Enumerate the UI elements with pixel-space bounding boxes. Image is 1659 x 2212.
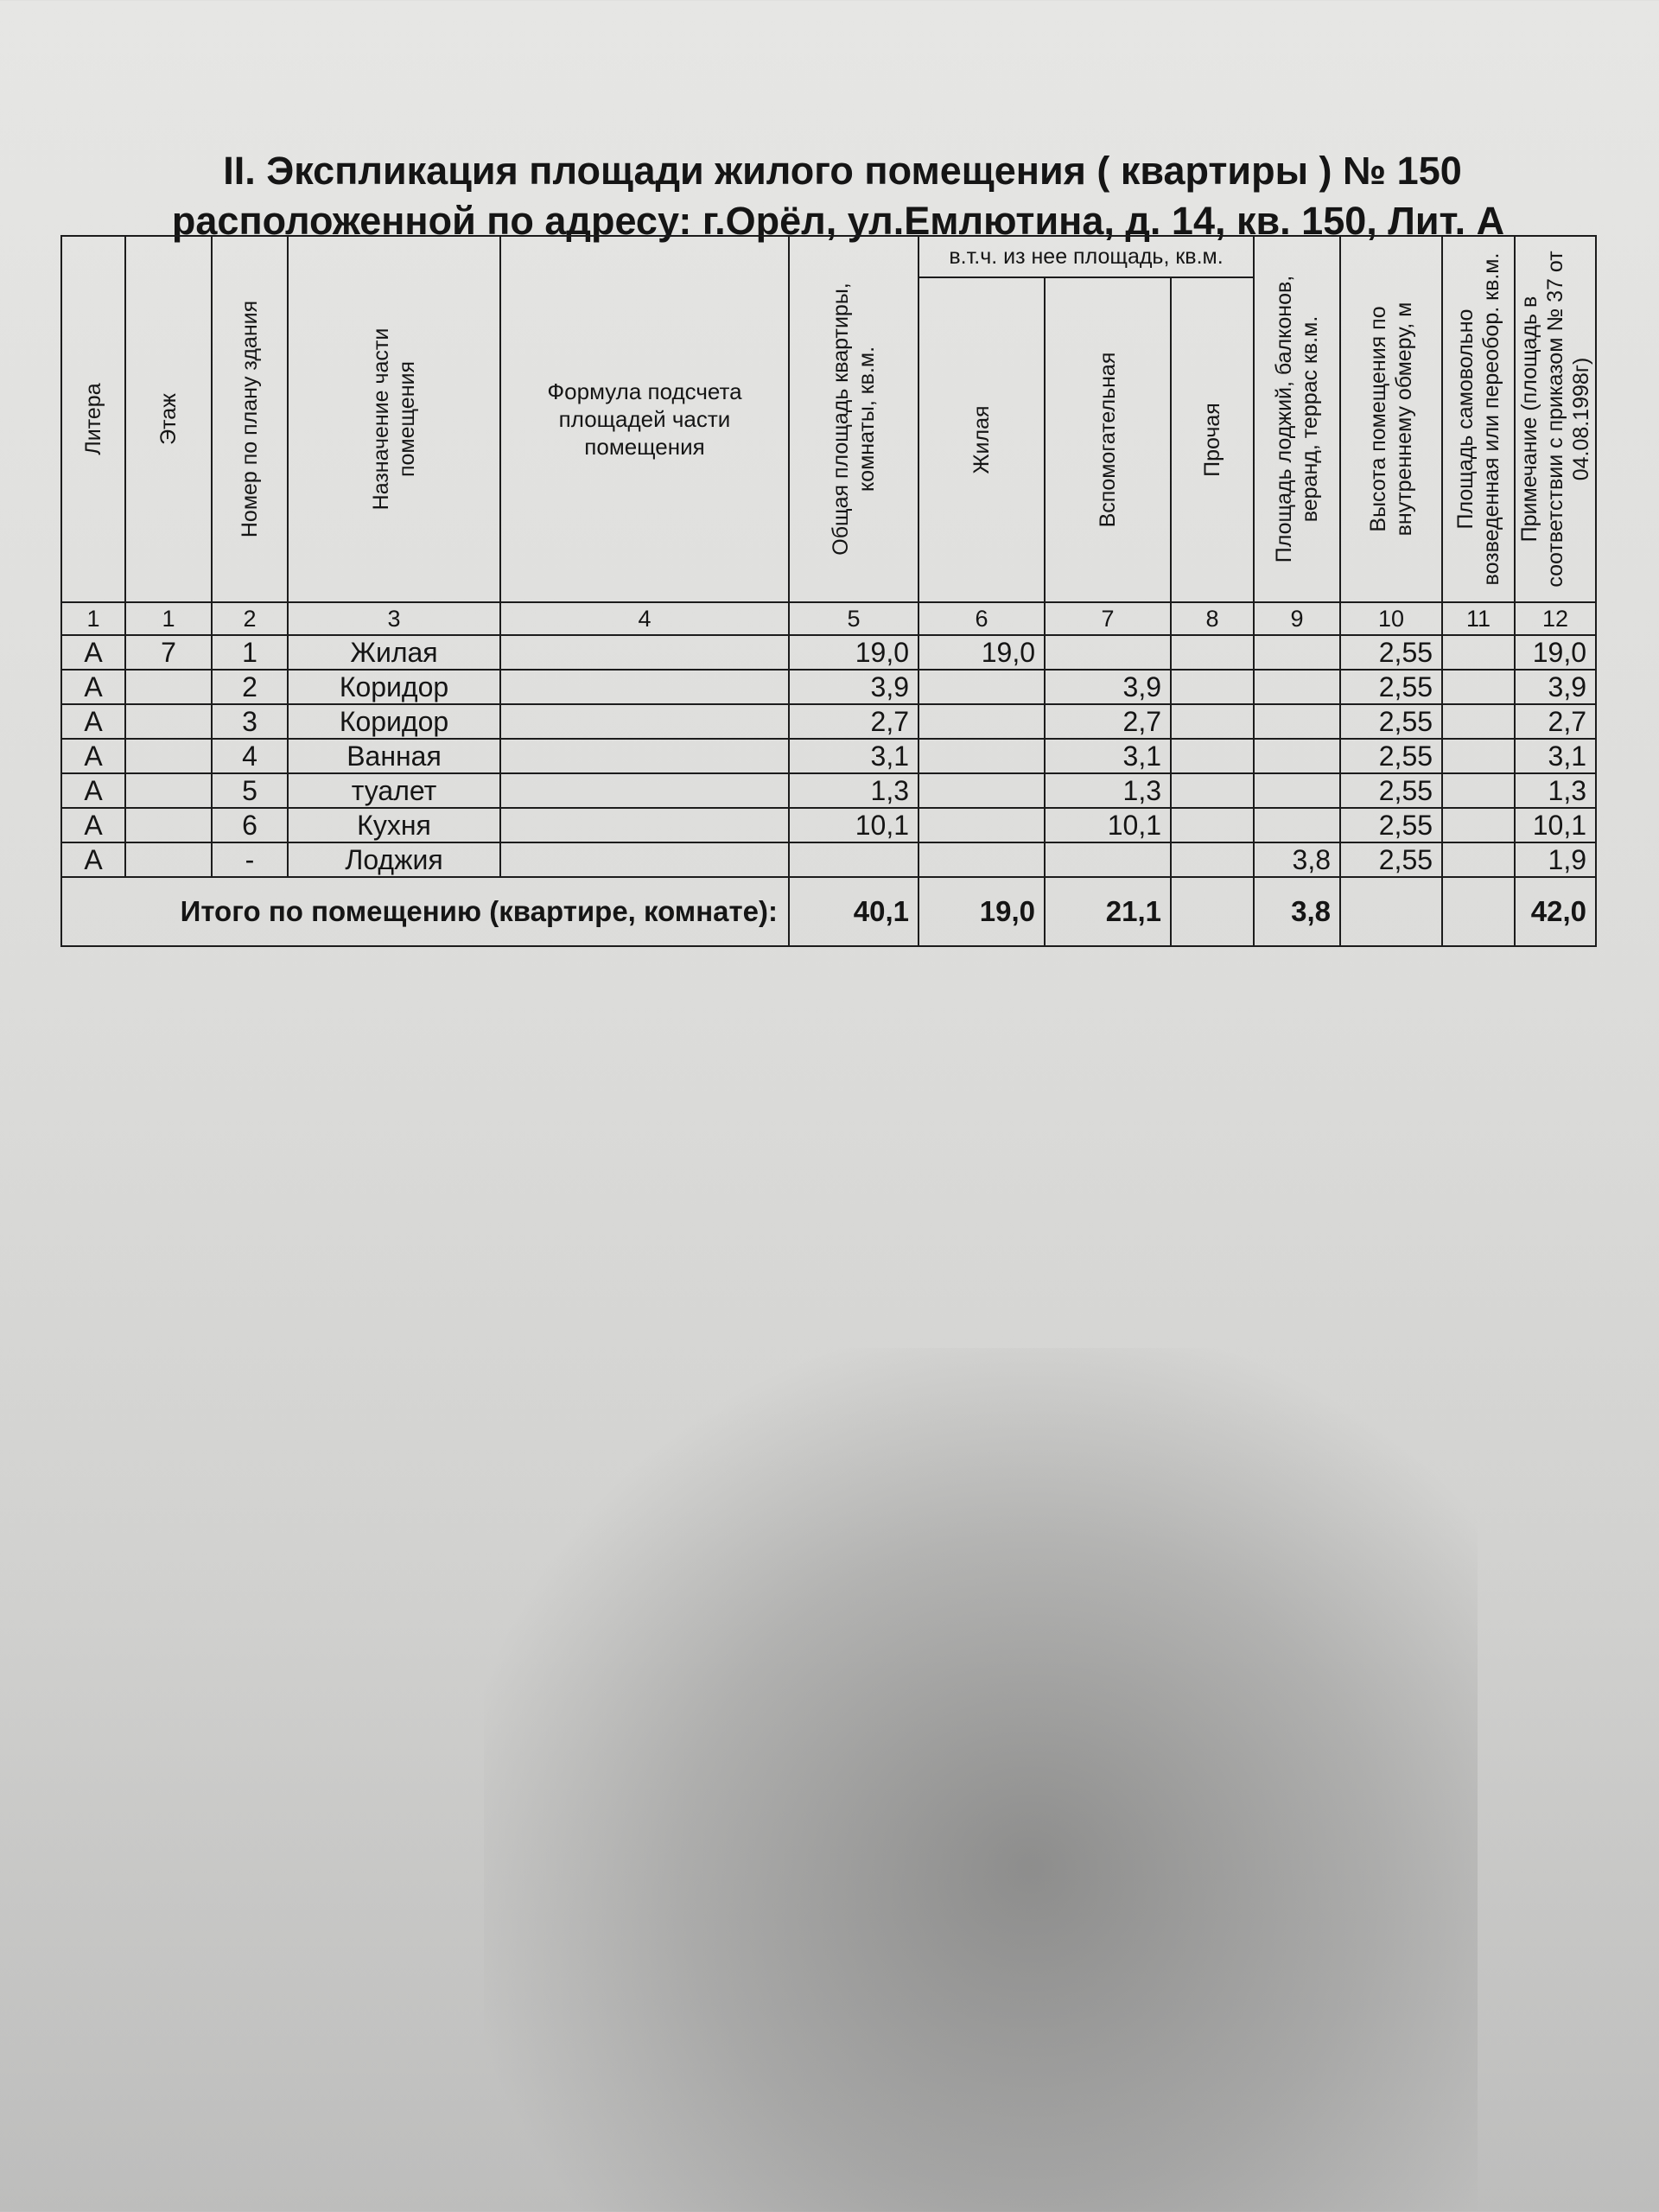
cell-prochaya	[1171, 670, 1254, 704]
index-cell: 2	[212, 602, 288, 635]
total-zhilaya: 19,0	[918, 877, 1045, 946]
header-obshchaya: Общая площадь квартиры, комнаты, кв.м.	[789, 236, 918, 602]
header-etazh: Этаж	[125, 236, 212, 602]
cell-obshchaya: 2,7	[789, 704, 918, 739]
cell-naznachenie: Лоджия	[288, 842, 500, 877]
cell-obshchaya: 1,3	[789, 773, 918, 808]
header-vspom: Вспомогательная	[1045, 277, 1171, 602]
header-naznachenie: Назначение части помещения	[288, 236, 500, 602]
total-lodzhii: 3,8	[1254, 877, 1340, 946]
cell-primech: 10,1	[1515, 808, 1596, 842]
cell-lodzhii	[1254, 773, 1340, 808]
cell-etazh	[125, 842, 212, 877]
header-vysota: Высота помещения по внутреннему обмеру, м	[1340, 236, 1442, 602]
cell-litera: А	[61, 635, 125, 670]
cell-vysota: 2,55	[1340, 842, 1442, 877]
table-row	[61, 704, 1596, 739]
header-formula: Формула подсчета площадей части помещения	[500, 236, 789, 602]
total-primech: 42,0	[1515, 877, 1596, 946]
cell-prochaya	[1171, 773, 1254, 808]
cell-primech: 1,3	[1515, 773, 1596, 808]
index-cell: 11	[1442, 602, 1515, 635]
cell-primech: 3,9	[1515, 670, 1596, 704]
cell-vspom: 10,1	[1045, 808, 1171, 842]
cell-lodzhii	[1254, 808, 1340, 842]
total-vysota	[1340, 877, 1442, 946]
cell-litera: А	[61, 670, 125, 704]
cell-vysota: 2,55	[1340, 704, 1442, 739]
cell-prochaya	[1171, 842, 1254, 877]
cell-vspom	[1045, 635, 1171, 670]
cell-vspom: 3,1	[1045, 739, 1171, 773]
cell-zhilaya	[918, 739, 1045, 773]
table-row	[61, 635, 1596, 670]
cell-etazh: 7	[125, 635, 212, 670]
header-prochaya: Прочая	[1171, 277, 1254, 602]
cell-formula	[500, 773, 789, 808]
cell-samovol	[1442, 842, 1515, 877]
total-prochaya	[1171, 877, 1254, 946]
index-cell: 3	[288, 602, 500, 635]
cell-formula	[500, 739, 789, 773]
cell-naznachenie: Коридор	[288, 704, 500, 739]
cell-naznachenie: Кухня	[288, 808, 500, 842]
cell-obshchaya	[789, 842, 918, 877]
cell-naznachenie: Жилая	[288, 635, 500, 670]
table-row	[61, 808, 1596, 842]
cell-primech: 1,9	[1515, 842, 1596, 877]
index-cell: 1	[61, 602, 125, 635]
index-cell: 5	[789, 602, 918, 635]
cell-nomer: 3	[212, 704, 288, 739]
cell-naznachenie: Ванная	[288, 739, 500, 773]
cell-litera: А	[61, 808, 125, 842]
cell-formula	[500, 635, 789, 670]
cell-zhilaya	[918, 842, 1045, 877]
cell-formula	[500, 842, 789, 877]
cell-samovol	[1442, 635, 1515, 670]
total-obshchaya: 40,1	[789, 877, 918, 946]
document-address: расположенной по адресу: г.Орёл, ул.Емлютина, д. 14, кв. 150, Лит. А	[171, 199, 1505, 243]
header-primech: Примечание (площадь в соответствии с приказом № 37 от 04.08.1998г)	[1515, 236, 1596, 602]
cell-etazh	[125, 739, 212, 773]
table-row	[61, 739, 1596, 773]
cell-formula	[500, 808, 789, 842]
header-samovol: Площадь самовольно возведенная или переобор. кв.м.	[1442, 236, 1515, 602]
cell-litera: А	[61, 842, 125, 877]
data-rows	[61, 635, 1596, 877]
cell-vspom: 3,9	[1045, 670, 1171, 704]
cell-vysota: 2,55	[1340, 635, 1442, 670]
explication-table	[60, 235, 1597, 947]
cell-primech: 19,0	[1515, 635, 1596, 670]
cell-obshchaya: 10,1	[789, 808, 918, 842]
index-cell: 7	[1045, 602, 1171, 635]
cell-samovol	[1442, 739, 1515, 773]
cell-prochaya	[1171, 635, 1254, 670]
cell-lodzhii	[1254, 704, 1340, 739]
index-cell: 8	[1171, 602, 1254, 635]
cell-prochaya	[1171, 739, 1254, 773]
cell-vspom	[1045, 842, 1171, 877]
cell-obshchaya: 19,0	[789, 635, 918, 670]
cell-vspom: 1,3	[1045, 773, 1171, 808]
cell-lodzhii	[1254, 739, 1340, 773]
index-cell: 1	[125, 602, 212, 635]
table-row	[61, 670, 1596, 704]
cell-lodzhii	[1254, 635, 1340, 670]
header-group: в.т.ч. из нее площадь, кв.м.	[918, 236, 1254, 277]
cell-prochaya	[1171, 808, 1254, 842]
cell-zhilaya	[918, 704, 1045, 739]
cell-vysota: 2,55	[1340, 670, 1442, 704]
total-label: Итого по помещению (квартире, комнате):	[61, 877, 789, 946]
index-cell: 12	[1515, 602, 1596, 635]
cell-nomer: -	[212, 842, 288, 877]
cell-samovol	[1442, 773, 1515, 808]
cell-prochaya	[1171, 704, 1254, 739]
cell-zhilaya: 19,0	[918, 635, 1045, 670]
cell-etazh	[125, 773, 212, 808]
cell-samovol	[1442, 704, 1515, 739]
cell-litera: А	[61, 739, 125, 773]
cell-nomer: 5	[212, 773, 288, 808]
cell-naznachenie: Коридор	[288, 670, 500, 704]
cell-samovol	[1442, 670, 1515, 704]
cell-formula	[500, 704, 789, 739]
cell-lodzhii: 3,8	[1254, 842, 1340, 877]
index-cell: 6	[918, 602, 1045, 635]
cell-zhilaya	[918, 808, 1045, 842]
cell-etazh	[125, 704, 212, 739]
cell-litera: А	[61, 773, 125, 808]
cell-vysota: 2,55	[1340, 773, 1442, 808]
header-zhilaya: Жилая	[918, 277, 1045, 602]
cell-primech: 2,7	[1515, 704, 1596, 739]
index-row	[61, 602, 1596, 635]
total-samovol	[1442, 877, 1515, 946]
index-cell: 9	[1254, 602, 1340, 635]
cell-obshchaya: 3,9	[789, 670, 918, 704]
cell-etazh	[125, 670, 212, 704]
header-row	[61, 236, 1596, 277]
cell-nomer: 2	[212, 670, 288, 704]
hand-shadow	[484, 1348, 1478, 2212]
cell-obshchaya: 3,1	[789, 739, 918, 773]
cell-vysota: 2,55	[1340, 739, 1442, 773]
cell-naznachenie: туалет	[288, 773, 500, 808]
table-row	[61, 842, 1596, 877]
cell-lodzhii	[1254, 670, 1340, 704]
cell-nomer: 4	[212, 739, 288, 773]
cell-zhilaya	[918, 670, 1045, 704]
total-row	[61, 877, 1596, 946]
cell-etazh	[125, 808, 212, 842]
cell-litera: А	[61, 704, 125, 739]
cell-formula	[500, 670, 789, 704]
index-cell: 10	[1340, 602, 1442, 635]
cell-nomer: 1	[212, 635, 288, 670]
cell-primech: 3,1	[1515, 739, 1596, 773]
header-lodzhii: Площадь лоджий, балконов, веранд, террас кв.м.	[1254, 236, 1340, 602]
document-title: II. Экспликация площади жилого помещения ( квартиры ) № 150	[223, 149, 1462, 193]
cell-vysota: 2,55	[1340, 808, 1442, 842]
cell-nomer: 6	[212, 808, 288, 842]
cell-vspom: 2,7	[1045, 704, 1171, 739]
header-nomer: Номер по плану здания	[212, 236, 288, 602]
total-vspom: 21,1	[1045, 877, 1171, 946]
cell-zhilaya	[918, 773, 1045, 808]
table-row	[61, 773, 1596, 808]
index-cell: 4	[500, 602, 789, 635]
cell-samovol	[1442, 808, 1515, 842]
header-litera: Литера	[61, 236, 125, 602]
